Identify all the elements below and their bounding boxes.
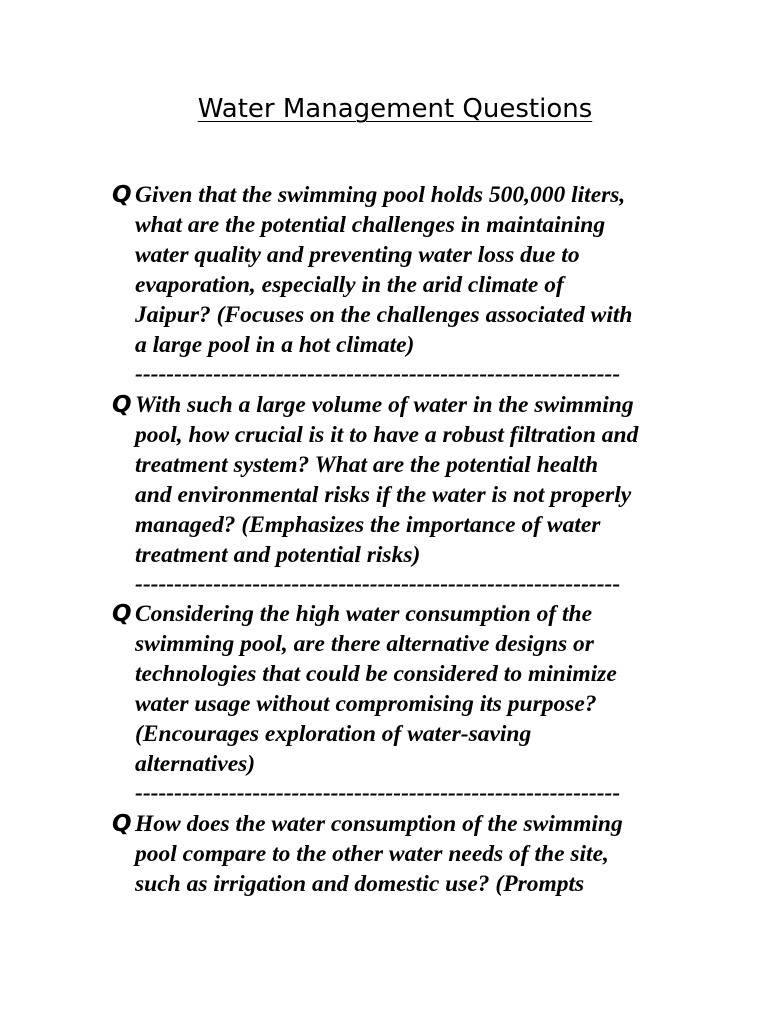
document-title: Water Management Questions (197, 94, 593, 124)
question-marker: Q (112, 810, 132, 837)
question-text-3: Considering the high water consumption of the swimming pool, are there alternative designs or technologies that could be considered to minimize water usage without compromising its purpose? (Encourages exploration of water-saving alternatives) (135, 601, 617, 777)
question-item-3 (112, 599, 692, 809)
question-item-1 (112, 180, 692, 390)
question-marker: Q (112, 391, 132, 418)
question-divider-2: -------------------------------------------------------------- (135, 570, 621, 597)
question-marker: Q (112, 601, 132, 627)
question-text-4: How does the water consumption of the swimming pool compare to the other water needs of the site, such as irrigation and domestic use? (Prompts (135, 810, 623, 897)
question-text-1: Given that the swimming pool holds 500,000 liters, what are the potential challenges in maintaining water quality and preventing water loss due to evaporation, especially in the arid climate of Jaipur? (Focuses on the challenges associated with a large pool in a hot climate) (135, 182, 633, 358)
question-list (112, 180, 692, 899)
question-item-2 (112, 390, 692, 600)
question-divider-3: -------------------------------------------------------------- (135, 780, 621, 806)
question-divider-1: -------------------------------------------------------------- (135, 361, 621, 387)
question-marker: Q (112, 182, 132, 208)
question-item-4 (112, 809, 692, 899)
question-text-2: With such a large volume of water in the swimming pool, how crucial is it to have a robust filtration and treatment system? What are the potential health and environmental risks if the water is not properly managed? (Emphasizes the importance of water treatment and potential risks) (135, 391, 639, 568)
